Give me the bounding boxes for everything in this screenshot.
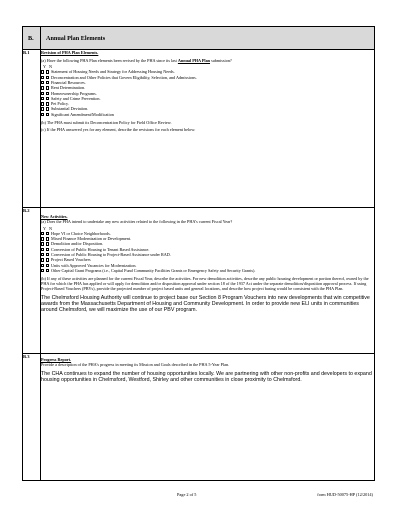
b2-item bbox=[41, 268, 374, 273]
b1-item bbox=[41, 112, 374, 117]
b2-response-text: The Chelmsford Housing Authority will continue to project base our Section 8 Program Vouchers into new developments that win competitive awards from the Massachusetts Department of Housing and Community Development. In order to provide new ELI units in communities around Chelmsford, we will maximize the use of our PBV program. bbox=[41, 294, 370, 314]
b2-item-label: Project Based Vouchers bbox=[50, 257, 91, 263]
b1-item-label: Homeownership Programs. bbox=[50, 90, 97, 96]
no-checkbox[interactable] bbox=[46, 76, 49, 79]
no-checkbox[interactable] bbox=[46, 242, 49, 245]
b2-item-label: Conversion of Public Housing to Tenant Based Assistance. bbox=[50, 246, 150, 252]
b1-checklist bbox=[41, 69, 374, 117]
b1-item-label: Rent Determination. bbox=[50, 85, 86, 91]
no-checkbox[interactable] bbox=[46, 237, 49, 240]
form-number: form HUD-50075-HP (12/2014) bbox=[317, 492, 373, 497]
no-checkbox[interactable] bbox=[46, 253, 49, 256]
b2-item-label: Other Capital Grant Programs (i.e., Capital Fund Community Facilities Grants or Emergency Safety and Security Grants). bbox=[50, 267, 256, 273]
b2-item-label: Units with Approved Vacancies for Modernization. bbox=[50, 262, 137, 268]
b1-question-a: (a) Have the following PHA Plan elements been revised by the PHA since its last Annual PHA Plan submission? bbox=[41, 57, 232, 63]
b2-yn-header: Y N bbox=[43, 225, 53, 231]
section-header-row bbox=[23, 27, 375, 50]
yes-checkbox[interactable] bbox=[41, 86, 44, 89]
page-footer bbox=[22, 490, 375, 502]
yes-checkbox[interactable] bbox=[41, 70, 44, 73]
form-page bbox=[22, 26, 375, 481]
no-checkbox[interactable] bbox=[46, 97, 49, 100]
yes-checkbox[interactable] bbox=[41, 248, 44, 251]
yes-checkbox[interactable] bbox=[41, 237, 44, 240]
no-checkbox[interactable] bbox=[46, 70, 49, 73]
b1-item-label: Substantial Deviation. bbox=[50, 106, 89, 112]
b3-number: B.3 bbox=[23, 354, 41, 481]
page-number: Page 2 of 5 bbox=[177, 492, 197, 497]
b1-title: Revision of PHA Plan Elements. bbox=[41, 50, 99, 55]
yes-checkbox[interactable] bbox=[41, 258, 44, 261]
no-checkbox[interactable] bbox=[46, 92, 49, 95]
yes-checkbox[interactable] bbox=[41, 97, 44, 100]
b2-item-label: Conversion of Public Housing to Project-Based Assistance under RAD. bbox=[50, 252, 171, 258]
b1-item-label: Deconcentration and Other Policies that Govern Eligibility, Selection, and Admissions. bbox=[50, 74, 197, 80]
b1-number: B.1 bbox=[23, 50, 41, 208]
b1-note-c: (c) If the PHA answered yes for any element, describe the revisions for each element below: bbox=[41, 127, 196, 133]
b2-content bbox=[41, 208, 375, 354]
b2-number: B.2 bbox=[23, 208, 41, 354]
b2-item-label: Demolition and/or Disposition. bbox=[50, 241, 104, 247]
no-checkbox[interactable] bbox=[46, 113, 49, 116]
b1-yn-header: Y N bbox=[43, 64, 53, 70]
b3-prompt: Provide a description of the PHA’s progress in meeting its Mission and Goals described in the PHA 5-Year Plan. bbox=[41, 362, 230, 368]
b1-row bbox=[23, 50, 375, 208]
yes-checkbox[interactable] bbox=[41, 107, 44, 110]
b3-row bbox=[23, 354, 375, 481]
annual-plan-table bbox=[22, 26, 375, 481]
no-checkbox[interactable] bbox=[46, 102, 49, 105]
no-checkbox[interactable] bbox=[46, 258, 49, 261]
b1-item-label: Statement of Housing Needs and Strategy for Addressing Housing Needs. bbox=[50, 69, 175, 75]
yes-checkbox[interactable] bbox=[41, 81, 44, 84]
no-checkbox[interactable] bbox=[46, 269, 49, 272]
yes-checkbox[interactable] bbox=[41, 264, 44, 267]
no-checkbox[interactable] bbox=[46, 107, 49, 110]
no-checkbox[interactable] bbox=[46, 81, 49, 84]
no-checkbox[interactable] bbox=[46, 232, 49, 235]
yes-checkbox[interactable] bbox=[41, 76, 44, 79]
b1-item-label: Significant Amendment/Modification bbox=[50, 111, 114, 117]
b1-note-b: (b) The PHA must submit its Deconcentration Policy for Field Office Review. bbox=[41, 119, 172, 125]
section-number: B. bbox=[23, 27, 41, 50]
b2-question-a: (a) Does the PHA intend to undertake any new activities related to the following in the PHA’s current Fiscal Year? bbox=[41, 219, 233, 225]
b3-content bbox=[41, 354, 375, 481]
no-checkbox[interactable] bbox=[46, 86, 49, 89]
yes-checkbox[interactable] bbox=[41, 113, 44, 116]
b1-content bbox=[41, 50, 375, 208]
yes-checkbox[interactable] bbox=[41, 242, 44, 245]
b3-title: Progress Report. bbox=[41, 357, 72, 362]
no-checkbox[interactable] bbox=[46, 264, 49, 267]
yes-checkbox[interactable] bbox=[41, 92, 44, 95]
b2-checklist bbox=[41, 231, 374, 273]
b3-response-text: The CHA continues to expand the number of housing opportunities locally. We are partnering with other non-profits and developers to expand housing opportunities in Chelmsford, Westford, Shirley and other communities in close proximity to Chelmsford. bbox=[41, 370, 372, 383]
yes-checkbox[interactable] bbox=[41, 253, 44, 256]
b2-title: New Activities. bbox=[41, 214, 68, 219]
b2-row bbox=[23, 208, 375, 354]
b2-item-label: Hope VI or Choice Neighborhoods. bbox=[50, 230, 111, 236]
b2-item-label: Mixed Finance Modernization or Development. bbox=[50, 236, 132, 242]
b2-note-b: (b) If any of these activities are planned for the current Fiscal Year, describe the activities. For new demolition activities, describe any public housing development or portion thereof, owned by the PHA for which the PHA has applied or will apply for demolition and/or disposition approval under section 18 of the 1937 Act under the separate demolition/disposition approval process. If using Project-Based Vouchers (PBVs), provide the projected number of project based units and general locations, and describe how project basing would be consistent with the PHA Plan. bbox=[41, 275, 369, 292]
section-title: Annual Plan Elements bbox=[41, 27, 375, 50]
b1-item-label: Safety and Crime Prevention. bbox=[50, 95, 101, 101]
b1-item-label: Financial Resources. bbox=[50, 79, 86, 85]
no-checkbox[interactable] bbox=[46, 248, 49, 251]
yes-checkbox[interactable] bbox=[41, 102, 44, 105]
yes-checkbox[interactable] bbox=[41, 232, 44, 235]
b1-item-label: Pet Policy. bbox=[50, 101, 69, 107]
yes-checkbox[interactable] bbox=[41, 269, 44, 272]
